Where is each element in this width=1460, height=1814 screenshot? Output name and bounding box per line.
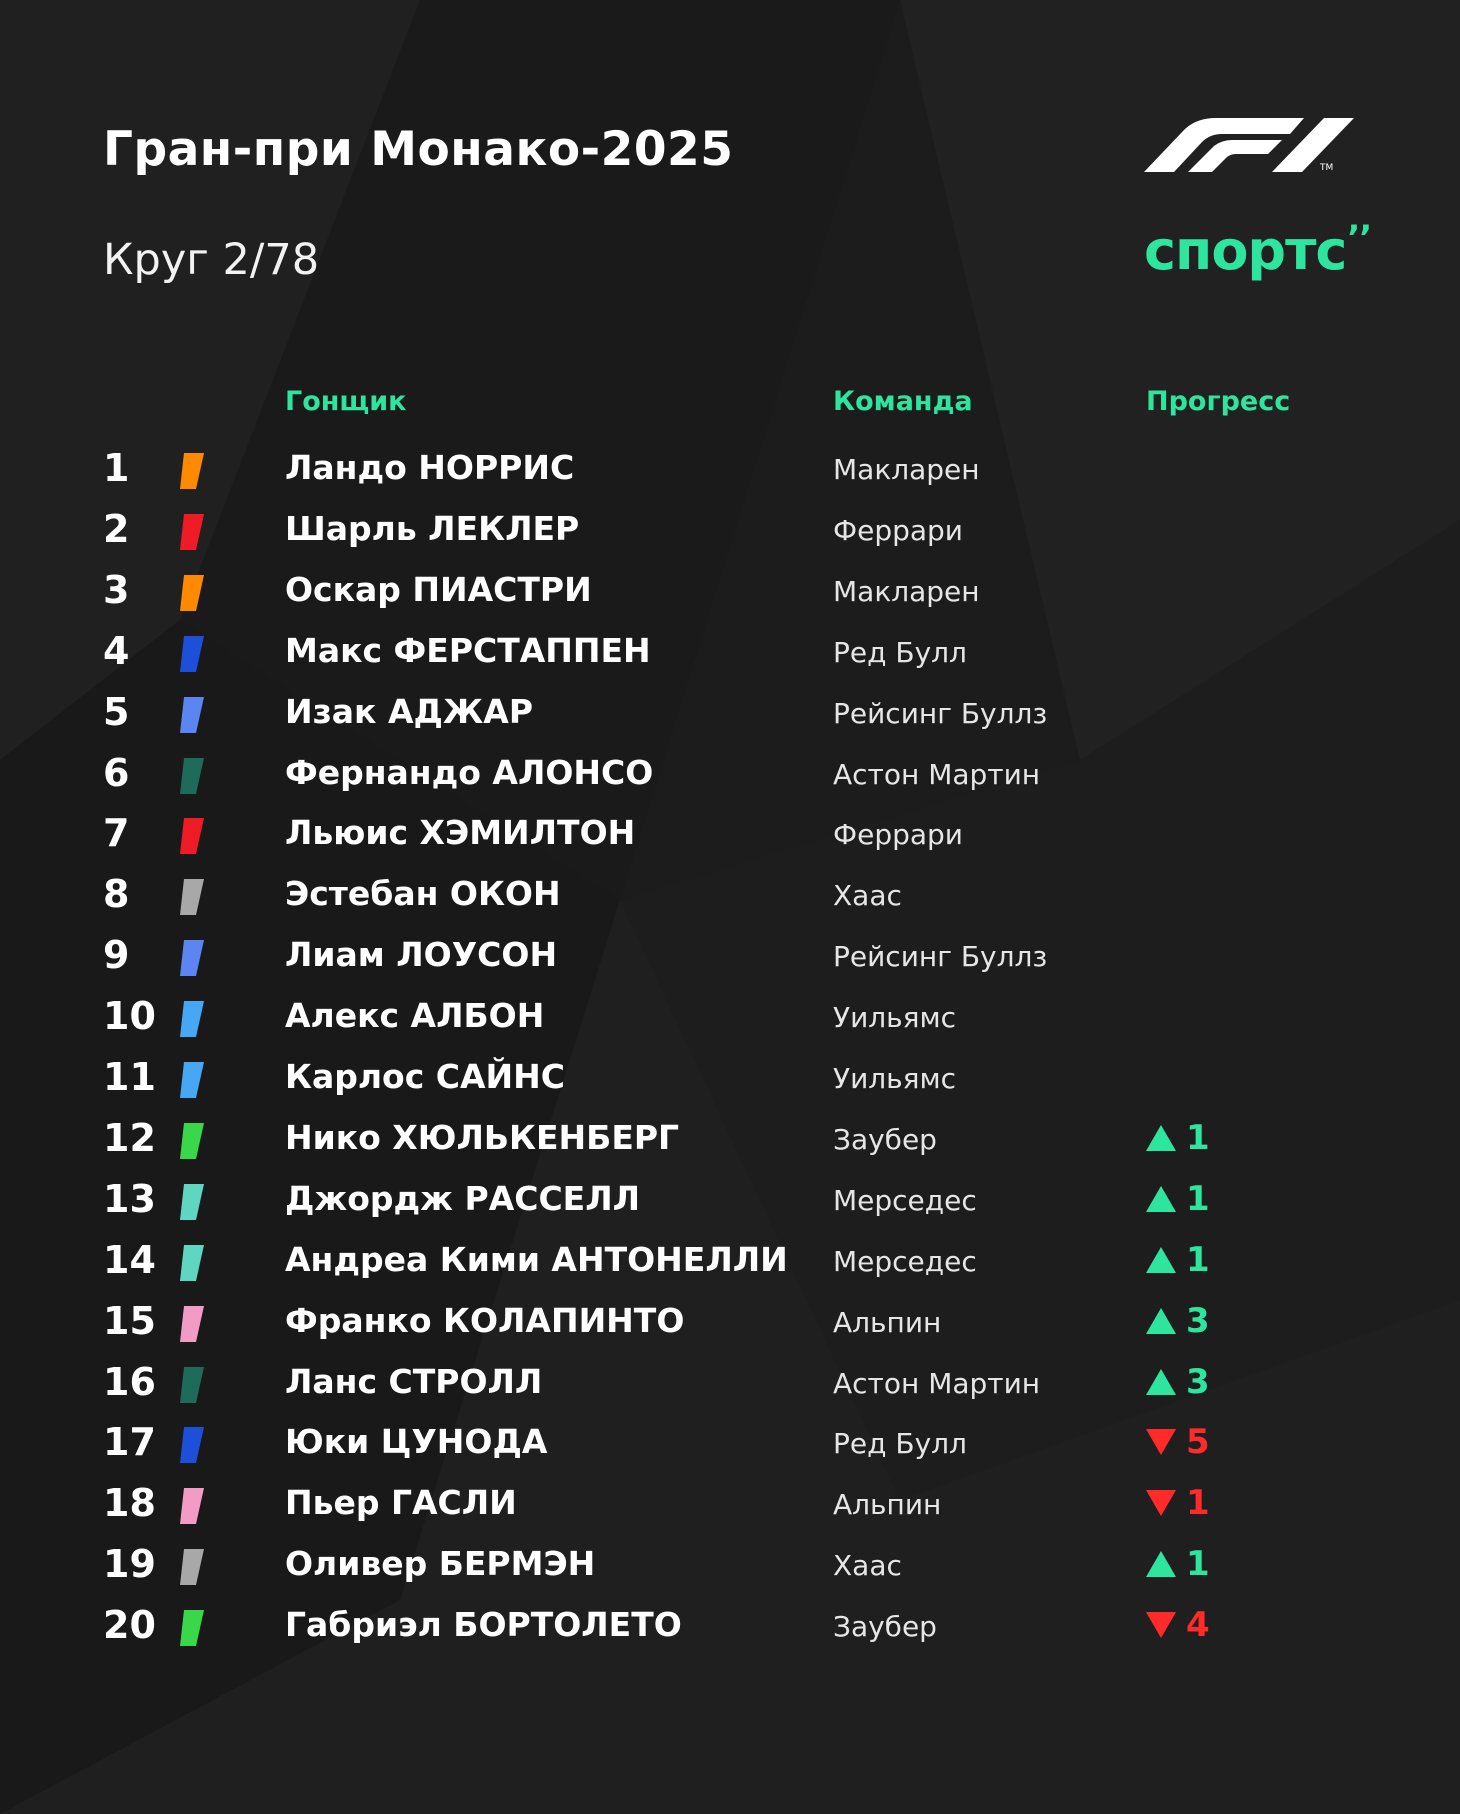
position-number: 9 [103, 933, 130, 977]
position-number: 8 [103, 872, 130, 916]
table-row [0, 1108, 1460, 1168]
driver-name: Оливер БЕРМЭН [285, 1544, 596, 1583]
position-number: 3 [103, 568, 130, 612]
table-row [0, 1534, 1460, 1594]
position-number: 1 [103, 446, 130, 490]
driver-name: Джордж РАССЕЛЛ [285, 1179, 641, 1218]
team-name: Уильямс [833, 1062, 957, 1095]
driver-name: Изак АДЖАР [285, 692, 533, 731]
team-name: Альпин [833, 1306, 942, 1339]
position-number: 4 [103, 629, 130, 673]
table-row [0, 438, 1460, 498]
team-color-swatch [178, 1001, 204, 1037]
table-row [0, 1047, 1460, 1107]
position-change-value: 3 [1186, 1301, 1210, 1341]
team-color-swatch [178, 758, 204, 794]
driver-name: Юки ЦУНОДА [285, 1422, 548, 1461]
position-number: 17 [103, 1420, 156, 1464]
table-row [0, 1595, 1460, 1655]
position-number: 20 [103, 1603, 156, 1647]
table-row [0, 1291, 1460, 1351]
team-name: Мерседес [833, 1184, 977, 1217]
arrow-down-icon [1146, 1612, 1176, 1638]
column-header-driver: Гонщик [285, 386, 407, 417]
team-name: Заубер [833, 1123, 937, 1156]
position-change-value: 1 [1186, 1544, 1210, 1584]
driver-name: Андреа Кими АНТОНЕЛЛИ [285, 1240, 788, 1279]
table-row [0, 864, 1460, 924]
team-name: Феррари [833, 514, 964, 547]
position-change-value: 3 [1186, 1362, 1210, 1402]
driver-name: Фернандо АЛОНСО [285, 753, 654, 792]
team-name: Заубер [833, 1610, 937, 1643]
team-color-swatch [178, 453, 204, 489]
table-row [0, 621, 1460, 681]
position-number: 18 [103, 1481, 156, 1525]
position-number: 15 [103, 1299, 156, 1343]
table-row [0, 925, 1460, 985]
brand-name: спортс [1144, 219, 1347, 282]
position-number: 2 [103, 507, 130, 551]
driver-name: Ланс СТРОЛЛ [285, 1362, 543, 1401]
position-number: 7 [103, 811, 130, 855]
team-color-swatch [178, 818, 204, 854]
team-color-swatch [178, 697, 204, 733]
team-name: Астон Мартин [833, 1367, 1041, 1400]
team-color-swatch [178, 1123, 204, 1159]
team-color-swatch [178, 1306, 204, 1342]
position-number: 19 [103, 1542, 156, 1586]
position-change [1146, 1108, 1210, 1168]
position-number: 13 [103, 1177, 156, 1221]
position-number: 16 [103, 1360, 156, 1404]
brand-logo [1144, 218, 1372, 282]
table-row [0, 1473, 1460, 1533]
table-row [0, 1169, 1460, 1229]
position-number: 14 [103, 1238, 156, 1282]
driver-name: Эстебан ОКОН [285, 874, 561, 913]
position-change [1146, 1473, 1210, 1533]
table-row [0, 682, 1460, 742]
brand-tick-icon: ’’ [1347, 218, 1372, 258]
team-name: Альпин [833, 1488, 942, 1521]
team-name: Рейсинг Буллз [833, 697, 1048, 730]
driver-name: Габриэл БОРТОЛЕТО [285, 1605, 682, 1644]
position-change [1146, 1291, 1210, 1351]
table-row [0, 1230, 1460, 1290]
table-row [0, 1352, 1460, 1412]
team-color-swatch [178, 1488, 204, 1524]
position-change-value: 1 [1186, 1118, 1210, 1158]
arrow-down-icon [1146, 1429, 1176, 1455]
driver-name: Оскар ПИАСТРИ [285, 570, 592, 609]
team-name: Уильямс [833, 1001, 957, 1034]
team-name: Хаас [833, 879, 902, 912]
arrow-up-icon [1146, 1247, 1176, 1273]
table-row [0, 499, 1460, 559]
column-header-progress: Прогресс [1146, 386, 1291, 417]
team-name: Ред Булл [833, 636, 967, 669]
f1-logo-icon [1144, 116, 1356, 172]
position-change [1146, 1169, 1210, 1229]
team-color-swatch [178, 1549, 204, 1585]
driver-name: Нико ХЮЛЬКЕНБЕРГ [285, 1118, 680, 1157]
position-change [1146, 1352, 1210, 1412]
team-name: Ред Булл [833, 1427, 967, 1460]
lap-counter: Круг 2/78 [103, 235, 320, 285]
position-number: 11 [103, 1055, 156, 1099]
position-change [1146, 1595, 1210, 1655]
team-color-swatch [178, 1062, 204, 1098]
position-number: 5 [103, 690, 130, 734]
position-change-value: 1 [1186, 1179, 1210, 1219]
position-number: 6 [103, 751, 130, 795]
arrow-up-icon [1146, 1369, 1176, 1395]
team-name: Хаас [833, 1549, 902, 1582]
arrow-up-icon [1146, 1125, 1176, 1151]
position-change [1146, 1534, 1210, 1594]
driver-name: Пьер ГАСЛИ [285, 1483, 517, 1522]
arrow-up-icon [1146, 1551, 1176, 1577]
table-row [0, 560, 1460, 620]
team-color-swatch [178, 575, 204, 611]
driver-name: Макс ФЕРСТАППЕН [285, 631, 651, 670]
table-row [0, 986, 1460, 1046]
team-name: Рейсинг Буллз [833, 940, 1048, 973]
driver-name: Шарль ЛЕКЛЕР [285, 509, 580, 548]
driver-name: Франко КОЛАПИНТО [285, 1301, 685, 1340]
team-color-swatch [178, 1610, 204, 1646]
team-color-swatch [178, 1245, 204, 1281]
column-header-team: Команда [833, 386, 973, 417]
team-color-swatch [178, 1367, 204, 1403]
table-row [0, 1412, 1460, 1472]
page-title: Гран-при Монако-2025 [103, 122, 734, 177]
position-change [1146, 1412, 1210, 1472]
position-number: 12 [103, 1116, 156, 1160]
team-name: Феррари [833, 818, 964, 851]
team-color-swatch [178, 514, 204, 550]
team-name: Макларен [833, 453, 980, 486]
team-color-swatch [178, 636, 204, 672]
position-change-value: 5 [1186, 1422, 1210, 1462]
table-row [0, 743, 1460, 803]
team-color-swatch [178, 1427, 204, 1463]
arrow-up-icon [1146, 1308, 1176, 1334]
driver-name: Льюис ХЭМИЛТОН [285, 813, 636, 852]
table-row [0, 803, 1460, 863]
driver-name: Лиам ЛОУСОН [285, 935, 558, 974]
position-change-value: 1 [1186, 1483, 1210, 1523]
driver-name: Алекс АЛБОН [285, 996, 545, 1035]
svg-text:TM: TM [1320, 163, 1334, 172]
team-name: Мерседес [833, 1245, 977, 1278]
position-change [1146, 1230, 1210, 1290]
position-change-value: 1 [1186, 1240, 1210, 1280]
team-color-swatch [178, 1184, 204, 1220]
position-change-value: 4 [1186, 1605, 1210, 1645]
driver-name: Ландо НОРРИС [285, 448, 575, 487]
driver-name: Карлос САЙНС [285, 1057, 565, 1096]
team-name: Астон Мартин [833, 758, 1041, 791]
team-name: Макларен [833, 575, 980, 608]
arrow-up-icon [1146, 1186, 1176, 1212]
team-color-swatch [178, 940, 204, 976]
arrow-down-icon [1146, 1490, 1176, 1516]
position-number: 10 [103, 994, 156, 1038]
team-color-swatch [178, 879, 204, 915]
